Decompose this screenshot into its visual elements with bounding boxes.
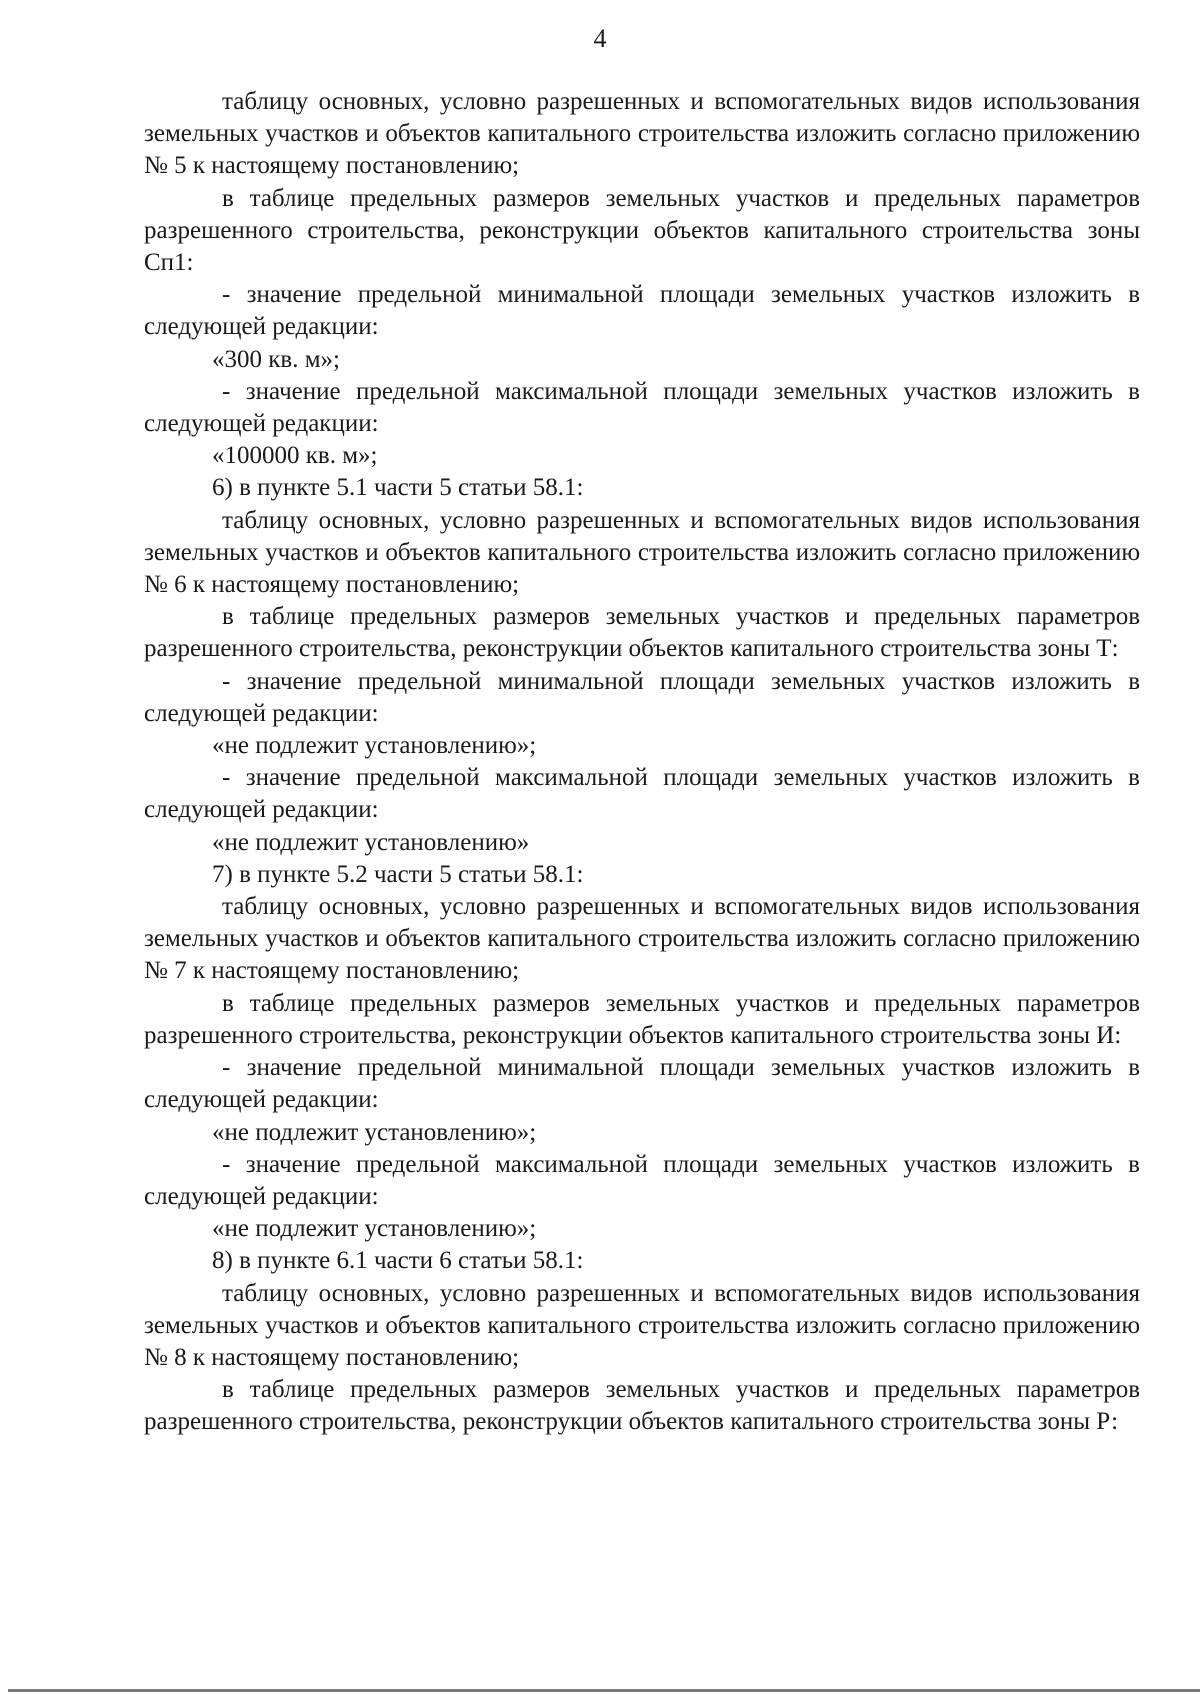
paragraph: - значение предельной минимальной площади земельных участков изложить в следующей редакции:: [144, 281, 1140, 341]
paragraph: 8) в пункте 6.1 части 6 статьи 58.1:: [212, 1247, 584, 1275]
page-number: 4: [593, 24, 607, 53]
paragraph: «не подлежит установлению»;: [212, 1215, 537, 1243]
paragraph: в таблице предельных размеров земельных участков и предельных параметров разрешенного строительства, реконструкции объектов капитального строительства зоны Т:: [144, 603, 1140, 663]
paragraph: - значение предельной максимальной площади земельных участков изложить в следующей редакции:: [144, 377, 1140, 438]
document-body: [144, 86, 1140, 1439]
paragraph: таблицу основных, условно разрешенных и вспомогательных видов использования земельных участков и объектов капитального строительства изложить согласно приложению № 5 к настоящему постановлению;: [144, 88, 1140, 180]
paragraph: таблицу основных, условно разрешенных и вспомогательных видов использования земельных участков и объектов капитального строительства изложить согласно приложению № 7 к настоящему постановлению;: [144, 893, 1140, 985]
paragraph: 7) в пункте 5.2 части 5 статьи 58.1:: [212, 860, 584, 888]
paragraph: - значение предельной минимальной площади земельных участков изложить в следующей редакции:: [144, 1054, 1140, 1114]
paragraph: «не подлежит установлению»;: [212, 732, 537, 760]
paragraph: в таблице предельных размеров земельных участков и предельных параметров разрешенного строительства, реконструкции объектов капитального строительства зоны Р:: [144, 1376, 1140, 1436]
paragraph: «не подлежит установлению»;: [212, 1118, 537, 1146]
paragraph: - значение предельной максимальной площади земельных участков изложить в следующей редакции:: [144, 1150, 1140, 1210]
paragraph: - значение предельной максимальной площади земельных участков изложить в следующей редакции:: [144, 764, 1140, 824]
paragraph: в таблице предельных размеров земельных участков и предельных параметров разрешенного строительства, реконструкции объектов капитального строительства зоны Сп1:: [144, 184, 1140, 277]
paragraph: - значение предельной минимальной площади земельных участков изложить в следующей редакции:: [144, 667, 1140, 727]
paragraph: «не подлежит установлению»: [212, 828, 530, 856]
paragraph: «300 кв. м»;: [212, 345, 340, 373]
paragraph: таблицу основных, условно разрешенных и вспомогательных видов использования земельных участков и объектов капитального строительства изложить согласно приложению № 6 к настоящему постановлению;: [144, 506, 1140, 599]
paragraph: 6) в пункте 5.1 части 5 статьи 58.1:: [212, 474, 584, 502]
paragraph: в таблице предельных размеров земельных участков и предельных параметров разрешенного строительства, реконструкции объектов капитального строительства зоны И:: [144, 989, 1140, 1049]
scan-edge-line: [8, 1689, 1200, 1692]
paragraph: «100000 кв. м»;: [212, 442, 378, 470]
paragraph: таблицу основных, условно разрешенных и вспомогательных видов использования земельных участков и объектов капитального строительства изложить согласно приложению № 8 к настоящему постановлению;: [144, 1279, 1140, 1371]
